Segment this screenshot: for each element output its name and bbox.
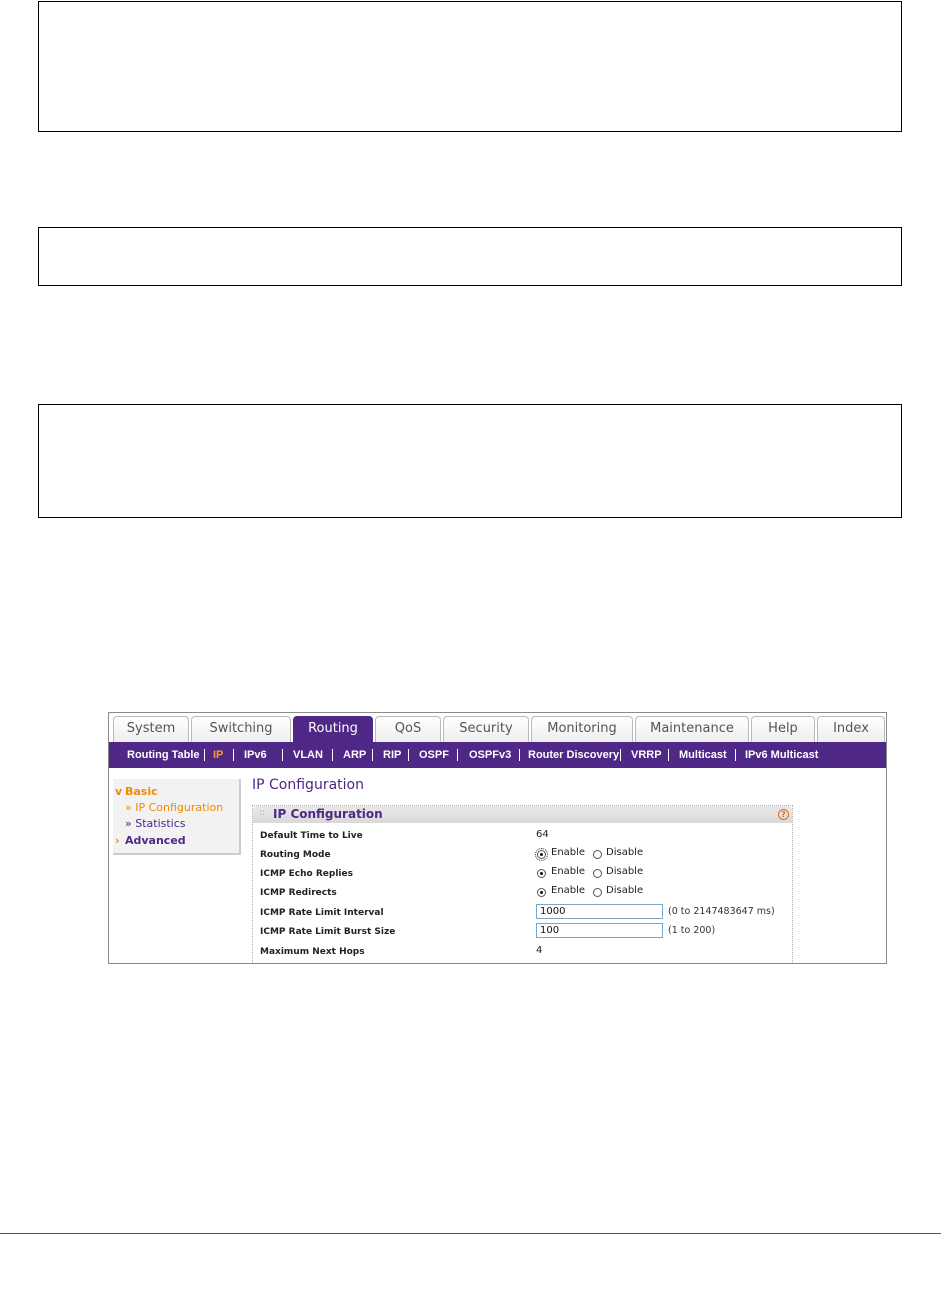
ip-configuration-screenshot — [108, 712, 887, 964]
tab-maintenance[interactable]: Maintenance — [635, 716, 749, 742]
rate-interval-input[interactable]: 1000 — [536, 904, 663, 919]
separator — [457, 749, 458, 761]
menu-basic[interactable]: Basic — [125, 785, 158, 798]
subnav-multicast[interactable]: Multicast — [679, 749, 727, 761]
rate-interval-label: ICMP Rate Limit Interval — [260, 908, 384, 918]
routing-mode-enable-radio[interactable] — [537, 850, 546, 859]
subnav-router-discovery[interactable]: Router Discovery — [528, 749, 620, 761]
empty-box-2 — [38, 227, 902, 286]
row-routing-mode — [260, 845, 785, 864]
subnav-rip[interactable]: RIP — [383, 749, 402, 761]
footer-rule — [0, 1233, 941, 1234]
tab-switching[interactable]: Switching — [191, 716, 291, 742]
separator — [204, 749, 205, 761]
row-burst-size — [260, 922, 785, 941]
subnav-ipv6[interactable]: IPv6 — [244, 749, 267, 761]
tab-index[interactable]: Index — [817, 716, 885, 742]
tab-qos[interactable]: QoS — [375, 716, 441, 742]
default-ttl-label: Default Time to Live — [260, 831, 363, 841]
icmp-redirects-enable-label: Enable — [551, 885, 586, 896]
icmp-echo-enable-radio[interactable] — [537, 869, 546, 878]
burst-size-label: ICMP Rate Limit Burst Size — [260, 927, 396, 937]
icmp-echo-disable-radio[interactable] — [593, 869, 602, 878]
max-next-hops-value: 4 — [536, 945, 543, 956]
burst-size-input[interactable]: 100 — [536, 923, 663, 938]
subnav-vlan[interactable]: VLAN — [293, 749, 323, 761]
tab-routing[interactable]: Routing — [293, 716, 373, 742]
separator — [735, 749, 736, 761]
row-rate-interval — [260, 903, 785, 922]
menu-ip-configuration[interactable]: » IP Configuration — [125, 801, 224, 814]
icmp-redirects-disable-radio[interactable] — [593, 888, 602, 897]
subnav-routing-table[interactable]: Routing Table — [127, 749, 200, 761]
page-title: IP Configuration — [252, 777, 364, 793]
left-menu — [113, 779, 241, 855]
grip-icon: :: — [259, 808, 266, 818]
icmp-redirects-enable-radio[interactable] — [537, 888, 546, 897]
routing-mode-disable-radio[interactable] — [593, 850, 602, 859]
empty-box-1 — [38, 1, 902, 132]
icmp-redirects-label: ICMP Redirects — [260, 888, 337, 898]
row-max-next-hops — [260, 942, 785, 961]
separator — [620, 749, 621, 761]
separator — [668, 749, 669, 761]
tab-help[interactable]: Help — [751, 716, 815, 742]
separator — [282, 749, 283, 761]
tab-system[interactable]: System — [113, 716, 189, 742]
subnav-vrrp[interactable]: VRRP — [631, 749, 662, 761]
max-next-hops-label: Maximum Next Hops — [260, 947, 365, 957]
chevron-down-icon: v — [115, 785, 123, 798]
subnav-ospf[interactable]: OSPF — [419, 749, 449, 761]
separator — [408, 749, 409, 761]
separator — [233, 749, 234, 761]
subnav-ip[interactable]: IP — [213, 749, 224, 761]
routing-mode-label: Routing Mode — [260, 850, 331, 860]
default-ttl-value: 64 — [536, 829, 549, 840]
separator — [332, 749, 333, 761]
routing-mode-enable-label: Enable — [551, 847, 586, 858]
tab-security[interactable]: Security — [443, 716, 529, 742]
menu-statistics[interactable]: » Statistics — [125, 817, 186, 830]
tab-monitoring[interactable]: Monitoring — [531, 716, 633, 742]
ip-configuration-panel — [252, 805, 793, 964]
chevron-right-icon: › — [115, 834, 120, 847]
rate-interval-hint: (0 to 2147483647 ms) — [668, 906, 775, 917]
icmp-echo-disable-label: Disable — [606, 866, 644, 877]
main-tab-bar — [109, 713, 886, 742]
separator — [372, 749, 373, 761]
empty-box-3 — [38, 404, 902, 518]
row-default-ttl — [260, 826, 785, 845]
row-icmp-echo — [260, 864, 785, 883]
icmp-echo-label: ICMP Echo Replies — [260, 869, 353, 879]
routing-mode-disable-label: Disable — [606, 847, 644, 858]
row-icmp-redirects — [260, 883, 785, 902]
subnav-arp[interactable]: ARP — [343, 749, 367, 761]
panel-title: IP Configuration — [273, 807, 383, 821]
subnav-ospfv3[interactable]: OSPFv3 — [469, 749, 512, 761]
help-icon[interactable]: ? — [778, 809, 789, 820]
routing-sub-nav — [109, 742, 886, 768]
icmp-echo-enable-label: Enable — [551, 866, 586, 877]
burst-size-hint: (1 to 200) — [668, 925, 716, 936]
icmp-redirects-disable-label: Disable — [606, 885, 644, 896]
subnav-ipv6-multicast[interactable]: IPv6 Multicast — [745, 749, 819, 761]
separator — [519, 749, 520, 761]
menu-advanced[interactable]: Advanced — [125, 834, 186, 847]
panel-header — [253, 806, 792, 823]
